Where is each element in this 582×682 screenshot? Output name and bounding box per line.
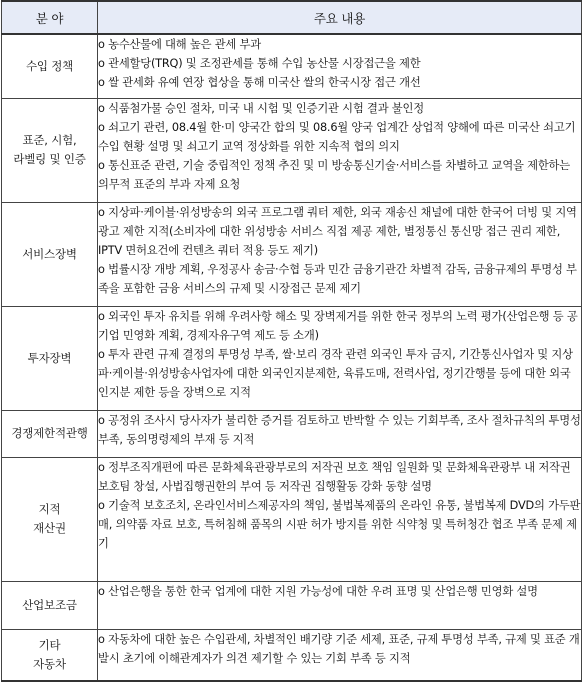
category-cell bbox=[2, 581, 98, 629]
content-item: o 자동차에 대한 높은 수입관세, 차별적인 배기량 기준 세제, 표준, 규제 투명성 부족, 규제 및 표준 개발시 초기에 이해관계자가 의견 제기할 수 있는 기회 부족 등 지적 bbox=[98, 632, 580, 665]
category-line: 표준, 시험, bbox=[22, 133, 77, 147]
table-row bbox=[2, 457, 582, 581]
category-line: 투자장벽 bbox=[27, 350, 72, 365]
content-item: o 기술적 보호조치, 온라인서비스제공자의 책임, 불법복제품의 온라인 유통, 불법복제 DVD의 가두판매, 의약품 자료 보호, 특허침해 품목의 시판 허가 방지를 위한 식약청 및 특허청간 협조 부족 문제 제기 bbox=[98, 498, 581, 550]
content-item: o 외국인 투자 유치를 위해 우려사항 해소 및 장벽제거를 위한 한국 정부의 노력 평가(산업은행 등 공기업 민영화 계획, 경제자유구역 제도 등 소개) bbox=[98, 309, 578, 342]
content-item: o 투자 관련 규제 결정의 투명성 부족, 쌀·보리 경작 관련 외국인 투자 금지, 기간통신사업자 및 지상파·케이블·위성방송사업자에 대한 외국인지분제한, 육류도매, 전력사업, 정기간행물 등에 대한 외국인지분 제한 등을 장벽으로 지적 bbox=[98, 347, 573, 399]
content-item: o 관세할당(TRQ) 및 조정관세를 통해 수입 농산물 시장접근을 제한 bbox=[98, 57, 421, 70]
content-item: o 쌀 관세화 유예 연장 협상을 통해 미국산 쌀의 한국시장 접근 개선 bbox=[98, 76, 421, 89]
content-item: o 통신표준 관련, 기술 중립적인 정책 추진 및 미 방송통신기술·서비스를 차별하고 교역을 제한하는 의무적 표준의 부과 자제 요청 bbox=[98, 158, 570, 191]
content-item: o 식품첨가물 승인 절차, 미국 내 시험 및 인증기관 시험 결과 불인정 bbox=[98, 101, 424, 115]
content-cell bbox=[98, 306, 582, 410]
trade-barrier-table bbox=[1, 0, 582, 682]
content-item: o 지상파·케이블·위성방송의 외국 프로그램 쿼터 제한, 외국 재송신 채널에 대한 한국어 더빙 및 지역광고 제한 지적(소비자에 대한 위성방송 서비스 직접 제공 제한, 별정통신 통신망 접근 권리 제한, IPTV 면허요건에 컨텐츠 쿼터 적용 등도 제기) bbox=[98, 205, 577, 257]
category-cell bbox=[2, 457, 98, 581]
table-header-row bbox=[2, 1, 582, 34]
content-cell bbox=[98, 410, 582, 457]
table-row bbox=[2, 629, 582, 681]
header-content: 주요 내용 bbox=[98, 1, 582, 34]
category-cell bbox=[2, 306, 98, 410]
category-cell bbox=[2, 98, 98, 202]
content-item: o 법률시장 개방 계획, 우정공사 송금·수협 등과 민간 금융기관간 차별적 감독, 금융규제의 투명성 부족을 포함한 금융 서비스의 규제 및 시장접근 문제 제기 bbox=[98, 262, 577, 295]
category-line: 경쟁제한적관행 bbox=[11, 426, 88, 440]
table-row bbox=[2, 306, 582, 410]
category-line: 라벨링 및 인증 bbox=[13, 152, 86, 166]
header-category: 분 야 bbox=[2, 1, 98, 34]
category-line: 기타 bbox=[38, 637, 61, 652]
content-cell bbox=[98, 98, 582, 202]
table-row bbox=[2, 98, 582, 202]
content-item: o 공정위 조사시 당사자가 불리한 증거를 검토하고 반박할 수 있는 기회부족, 조사 절차규칙의 투명성 부족, 동의명령제의 부재 등 지적 bbox=[98, 413, 581, 446]
table-row bbox=[2, 410, 582, 457]
category-cell bbox=[2, 629, 98, 681]
category-line: 지적 bbox=[38, 502, 61, 516]
content-cell bbox=[98, 629, 582, 681]
content-cell bbox=[98, 581, 582, 629]
category-cell bbox=[2, 410, 98, 457]
content-item: o 농수산물에 대해 높은 관세 부과 bbox=[98, 38, 261, 51]
table-row bbox=[2, 581, 582, 629]
category-line: 산업보조금 bbox=[22, 597, 77, 612]
content-item: o 산업은행을 통한 한국 업계에 대한 지원 가능성에 대한 우려 표명 및 산업은행 민영화 설명 bbox=[98, 584, 538, 598]
content-cell bbox=[98, 34, 582, 98]
content-cell bbox=[98, 457, 582, 581]
table-row bbox=[2, 202, 582, 306]
content-item: o 정부조직개편에 따른 문화체육관광부로의 저작권 보호 책임 일원화 및 문화체육관광부 내 저작권보호팀 창설, 사법집행권한의 부여 등 저작권 집행활동 강화 동향 설명 bbox=[98, 460, 571, 493]
category-line: 자동차 bbox=[33, 656, 66, 671]
table-row bbox=[2, 34, 582, 98]
content-item: o 쇠고기 관련, 08.4월 한·미 양국간 합의 및 08.6월 양국 업계간 상업적 양해에 따른 미국산 쇠고기 수입 현황 설명 및 쇠고기 교역 정상화를 위한 지속적 협의 의지 bbox=[98, 120, 576, 153]
category-line: 수입 정책 bbox=[25, 58, 74, 73]
category-cell bbox=[2, 202, 98, 306]
category-line: 재산권 bbox=[33, 521, 66, 535]
category-cell bbox=[2, 34, 98, 98]
category-line: 서비스장벽 bbox=[22, 246, 77, 261]
content-cell bbox=[98, 202, 582, 306]
